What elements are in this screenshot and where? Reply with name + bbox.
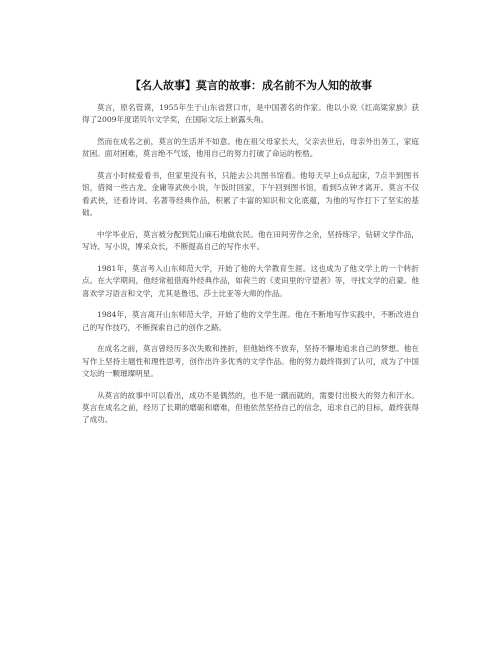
paragraph-1: 莫言，原名管谟，1955年生于山东省营口市，是中国著名的作家。他以小说《红高粱家族》获得了2009年度诺贝尔文学奖，在国际文坛上崭露头角。 — [82, 103, 419, 125]
paragraph-5: 1981年，莫言考入山东师范大学，开始了他的大学教育生涯。这也成为了他文学上的一个转折点。在大学期间，他经常租借海外经典作品，如荷兰的《麦田里的守望者》等，寻找文学的启蒙。他喜欢学习语言和文学，尤其是鲁迅、莎士比亚等大师的作品。 — [82, 263, 419, 298]
paragraph-6: 1984年，莫言离开山东师范大学，开始了他的文学生涯。他在不断地写作实践中，不断改进自己的写作技巧，不断探索自己的创作之路。 — [82, 310, 419, 332]
document-title: 【名人故事】莫言的故事：成名前不为人知的故事 — [130, 79, 372, 92]
paragraph-3: 莫言小时候爱看书，但家里没有书，只能去公共图书馆看。他每天早上6点起床，7点半到图书馆，借阅一些古龙、金庸等武侠小说，午饭时回家，下午回到图书馆，看到5点钟才离开。莫言不仅看武侠，还看诗词、名著等经典作品，积累了丰富的知识和文化底蕴，为他的写作打下了坚实的基础。 — [82, 171, 419, 218]
paragraph-8: 从莫言的故事中可以看出，成功不是偶然的，也不是一蹴而就的，需要付出极大的努力和汗水。莫言在成名之前，经历了长期的磨砺和磨难，但他依然坚持自己的信念，追求自己的目标，最终获得了成功。 — [82, 390, 419, 425]
document-body — [82, 102, 419, 436]
paragraph-7: 在成名之前，莫言曾经历多次失败和挫折，但他始终不放弃，坚持不懈地追求自己的梦想。他在写作上坚持主题性和理性思考，创作出许多优秀的文学作品。他的努力最终得到了认可，成为了中国文坛的一颗璀璨明星。 — [82, 344, 419, 379]
paragraph-2: 然而在成名之前，莫言的生活并不如意。他在祖父母家长大，父亲去世后，母亲外出务工，家庭贫困。面对困难，莫言绝不气馁，他用自己的努力打破了命运的桎梏。 — [82, 137, 419, 159]
paragraph-4: 中学毕业后，莫言被分配到荒山麻石地做农民。他在田间劳作之余，坚持练字，钻研文学作品，写诗、写小说，博采众长，不断提高自己的写作水平。 — [82, 229, 419, 252]
